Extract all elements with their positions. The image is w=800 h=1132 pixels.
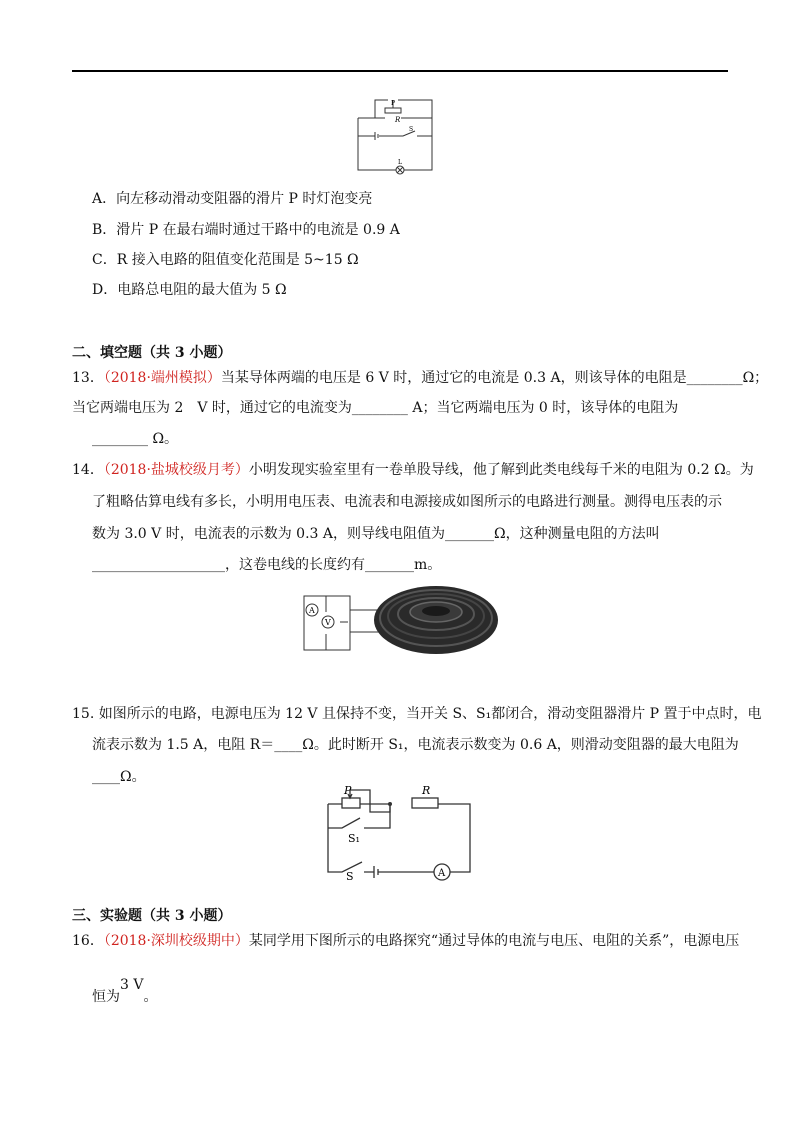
header-rule [72,70,728,72]
q14-number: 14． [72,462,104,478]
q13-line1 [72,369,768,387]
q12-label-l: L [398,159,402,166]
q15-label-r: R [422,784,431,797]
q12-label-r: R [395,116,401,124]
q15-label-s: S [346,870,354,882]
q15-line2: 流表示数为 1.5 A，电阻 R＝____Ω。此时断开 S₁，电流表示数变为 0.6 A，则滑动变阻器的最大电阻为 [92,737,739,753]
q15-label-s1: S₁ [348,832,360,845]
q15-ammeter-label: A [438,868,446,879]
q13-text-1: 当某导体两端的电压是 6 V 时，通过它的电流是 0.3 A，则该导体的电阻是________Ω； [220,370,769,386]
q13-line2: 当它两端电压为 2 V 时，通过它的电流变为________ A；当它两端电压为 0 时，该导体的电阻为 [72,400,679,416]
circuit-figure-q12 [355,96,435,176]
q14-line4: ___________________，这卷电线的长度约有_______m。 [92,557,442,573]
q14-line1 [72,461,754,479]
q12-option-a: A．向左移动滑动变阻器的滑片 P 时灯泡变亮 [92,191,373,207]
q13-number: 13． [72,370,104,386]
q12-label-p: P [391,100,396,107]
q16-line2 [92,977,158,1006]
q16-voltage-value: 3 V [120,977,144,993]
q15-line1: 15. 如图所示的电路，电源电压为 12 V 且保持不变，当开关 S、S₁都闭合，滑动变阻器滑片 P 置于中点时，电 [72,706,762,722]
q14-line3: 数为 3.0 V 时，电流表的示数为 0.3 A，则导线电阻值为_______Ω，这种测量电阻的方法叫 [92,526,660,542]
section-title-fill-in: 二、填空题（共 3 小题） [72,345,232,361]
q16-line1 [72,932,739,950]
wire-coil-image [374,586,498,654]
q14-source-tag: （2018·盐城校级月考） [103,462,249,478]
q12-label-s: S [409,126,414,133]
q16-text-1: 某同学用下图所示的电路探究“通过导体的电流与电压、电阻的关系”，电源电压 [248,933,740,949]
q15-label-p: P [344,784,352,797]
q16-text-2a: 恒为 [92,989,120,1005]
section-title-experiment: 三、实验题（共 3 小题） [72,908,232,924]
q15-line3: ____Ω。 [92,769,146,785]
q13-source-tag: （2018·端州模拟） [103,370,221,386]
q13-line3: ________ Ω。 [92,431,179,447]
q14-text-1: 小明发现实验室里有一卷单股导线，他了解到此类电线每千米的电阻为 0.2 Ω。为 [248,462,754,478]
circuit-figure-q15 [320,782,480,882]
q16-source-tag: （2018·深圳校级期中） [103,933,249,949]
q14-ammeter-label: A [309,606,315,615]
q12-option-c: C．R 接入电路的阻值变化范围是 5~15 Ω [92,252,359,268]
q16-number: 16． [72,933,104,949]
q16-text-2c: 。 [143,989,158,1005]
q12-option-b: B．滑片 P 在最右端时通过干路中的电流是 0.9 A [92,222,400,238]
q14-line2: 了粗略估算电线有多长，小明用电压表、电流表和电源接成如图所示的电路进行测量。测得电压表的示 [92,494,722,510]
wire-coil-figure-q14 [296,582,506,662]
q12-option-d: D．电路总电阻的最大值为 5 Ω [92,282,287,298]
q14-voltmeter-label: V [325,618,331,627]
